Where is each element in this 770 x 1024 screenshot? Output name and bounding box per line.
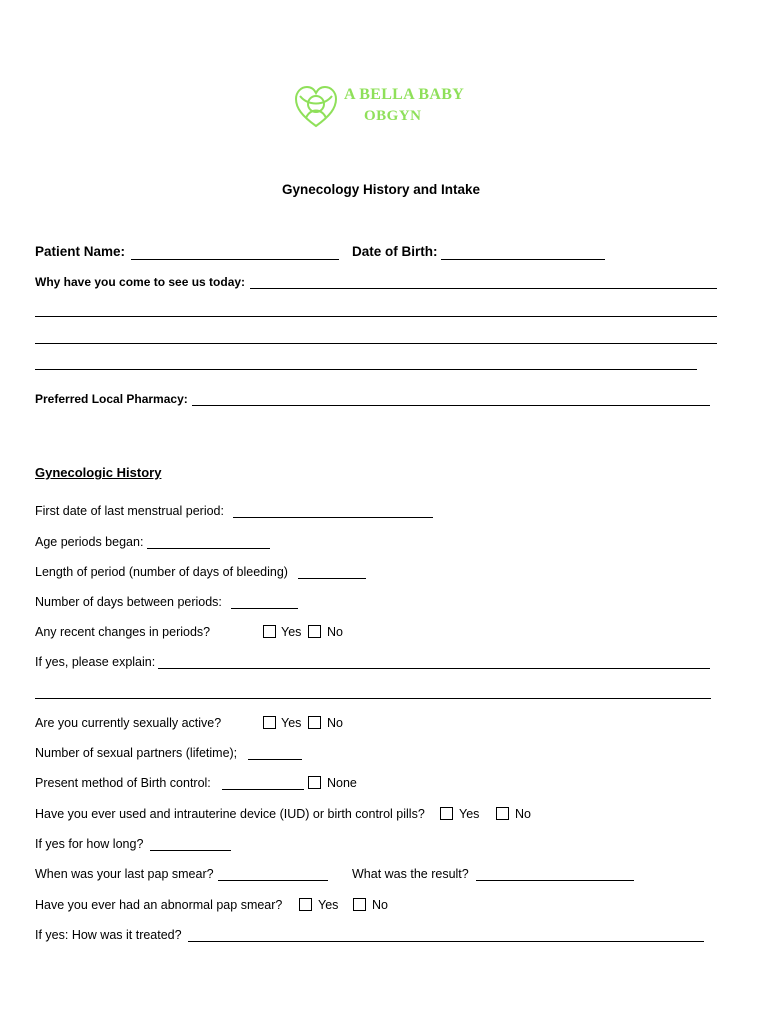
how-long-label: If yes for how long? [35,837,144,851]
date-of-birth-field[interactable] [441,259,605,260]
period-length-label: Length of period (number of days of bleeding) [35,565,288,579]
iud-no-label: No [515,807,531,821]
iud-yes-checkbox[interactable] [440,807,453,820]
period-length-field[interactable] [298,578,366,579]
reason-for-visit-line-3[interactable] [35,343,717,344]
reason-for-visit-line-4[interactable] [35,369,697,370]
pharmacy-label: Preferred Local Pharmacy: [35,392,188,406]
treatment-label: If yes: How was it treated? [35,928,182,942]
date-of-birth-label: Date of Birth: [352,244,438,259]
recent-changes-no-label: No [327,625,343,639]
explain-changes-field[interactable] [158,668,710,669]
iud-question-label: Have you ever used and intrauterine device (IUD) or birth control pills? [35,807,425,821]
reason-for-visit-line-2[interactable] [35,316,717,317]
treatment-field[interactable] [188,941,704,942]
abnormal-pap-yes-label: Yes [318,898,339,912]
age-periods-began-field[interactable] [147,548,270,549]
birth-control-field[interactable] [222,789,304,790]
celtic-heart-icon [292,82,340,130]
recent-changes-no-checkbox[interactable] [308,625,321,638]
reason-for-visit-label: Why have you come to see us today: [35,275,246,289]
birth-control-label: Present method of Birth control: [35,776,211,790]
abnormal-pap-no-checkbox[interactable] [353,898,366,911]
last-pap-smear-label: When was your last pap smear? [35,867,214,881]
abnormal-pap-label: Have you ever had an abnormal pap smear? [35,898,283,912]
pharmacy-field[interactable] [192,405,710,406]
logo-text-line1: A BELLA BABY [344,86,465,103]
iud-no-checkbox[interactable] [496,807,509,820]
patient-name-field[interactable] [131,259,339,260]
recent-changes-yes-checkbox[interactable] [263,625,276,638]
age-periods-began-label: Age periods began: [35,535,144,549]
sexually-active-no-checkbox[interactable] [308,716,321,729]
pap-result-label: What was the result? [352,867,469,881]
sexual-partners-field[interactable] [248,759,302,760]
form-title: Gynecology History and Intake [282,182,481,197]
days-between-periods-field[interactable] [231,608,298,609]
recent-changes-yes-label: Yes [281,625,302,639]
reason-for-visit-field[interactable] [250,288,717,289]
sexually-active-no-label: No [327,716,343,730]
first-date-lmp-label: First date of last menstrual period: [35,504,224,518]
birth-control-none-label: None [327,776,357,790]
recent-changes-label: Any recent changes in periods? [35,625,211,639]
sexual-partners-label: Number of sexual partners (lifetime); [35,746,238,760]
sexually-active-yes-label: Yes [281,716,302,730]
abnormal-pap-no-label: No [372,898,388,912]
gynecologic-history-heading: Gynecologic History [35,465,162,480]
patient-name-label: Patient Name: [35,244,126,259]
first-date-lmp-field[interactable] [233,517,433,518]
explain-changes-label: If yes, please explain: [35,655,156,669]
how-long-field[interactable] [150,850,231,851]
logo-text-line2: OBGYN [364,108,422,124]
abnormal-pap-yes-checkbox[interactable] [299,898,312,911]
sexually-active-yes-checkbox[interactable] [263,716,276,729]
sexually-active-label: Are you currently sexually active? [35,716,222,730]
iud-yes-label: Yes [459,807,480,821]
practice-logo [292,80,472,132]
pap-result-field[interactable] [476,880,634,881]
days-between-periods-label: Number of days between periods: [35,595,222,609]
last-pap-smear-field[interactable] [218,880,328,881]
explain-changes-line-2[interactable] [35,698,711,699]
birth-control-none-checkbox[interactable] [308,776,321,789]
